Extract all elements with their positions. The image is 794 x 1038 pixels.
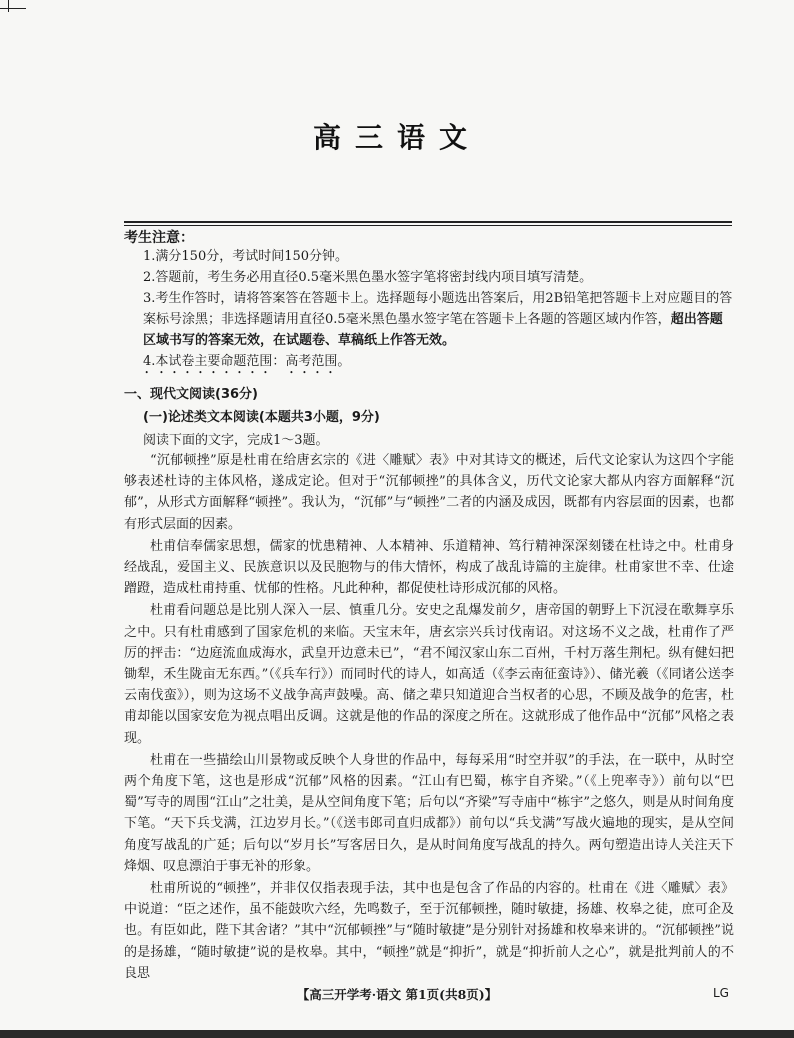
notice-item-3-text: 3.考生作答时，请将答案答在答题卡上。选择题每小题选出答案后，用2B铅笔把答题卡上对应题目的答案标号涂黑；非选择题请用直径0.5毫米黑色墨水签字笔在答题卡上各题的答题区域内作答，	[143, 291, 733, 327]
notice-list	[143, 246, 735, 377]
reading-instruction: 阅读下面的文字，完成1～3题。	[143, 433, 329, 448]
notice-item-3-bold: 超出答题区域书写的答案无效，在试题卷、草稿纸上作答无效。	[143, 312, 723, 348]
notice-item-3	[143, 288, 735, 351]
notice-item-1: 1.满分150分，考试时间150分钟。	[143, 249, 349, 264]
crop-mark-horizontal	[0, 8, 26, 9]
passage-paragraph-4: 杜甫在一些描绘山川景物或反映个人身世的作品中，每每采用“时空并驭”的手法，在一联中，从时空两个角度下笔，这也是形成“沉郁”风格的因素。“江山有巴蜀，栋宇自齐梁。”（《上兜率寺》）前句以“巴蜀”写寺的周围“江山”之壮美，是从空间角度下笔；后句以“齐梁”写寺庙中“栋宇”之悠久，则是从时间角度下笔。“天下兵戈满，江边岁月长。”（《送韦郎司直归成都》）前句以“兵戈满”写战火遍地的现实，是从空间角度写战乱的广延；后句以“岁月长”写客居日久，是从时间角度写战乱的持久。两句塑造出诗人关注天下烽烟、叹息漂泊于事无补的形象。	[124, 752, 734, 874]
crop-mark-vertical	[8, 0, 9, 12]
passage-paragraph-2: 杜甫信奉儒家思想，儒家的忧患精神、人本精神、乐道精神、笃行精神深深刻镂在杜诗之中。杜甫身经战乱，爱国主义、民族意识以及民胞物与的伟大情怀，构成了战乱诗篇的主旋律。杜甫家世不幸、仕途蹭蹬，造成杜甫持重、忧郁的性格。凡此种种，都促使杜诗形成沉郁的风格。	[124, 538, 734, 597]
subsection-heading: (一)论述类文本阅读(本题共3小题，9分)	[143, 410, 380, 425]
title-rule-thin	[124, 225, 732, 226]
corner-crop-mark	[0, 0, 30, 14]
passage-paragraph-1: “沉郁顿挫”原是杜甫在给唐玄宗的《进〈雕赋〉表》中对其诗文的概述，后代文论家认为这四个字能够表述杜诗的主体风格，遂成定论。但对于“沉郁顿挫”的具体含义，历代文论家大都从内容方面解释“沉郁”，从形式方面解释“顿挫”。我认为，“沉郁”与“顿挫”二者的内涵及成因，既都有内容层面的因素，也都有形式层面的因素。	[124, 453, 734, 532]
passage-paragraph-3: 杜甫看问题总是比别人深入一层、慎重几分。安史之乱爆发前夕，唐帝国的朝野上下沉浸在歌舞享乐之中。只有杜甫感到了国家危机的来临。天宝末年，唐玄宗兴兵讨伐南诏。对这场不义之战，杜甫作了严厉的抨击：“边庭流血成海水，武皇开边意未已”，“君不闻汉家山东二百州，千村万落生荆杞。纵有健妇把锄犁，禾生陇亩无东西。”（《兵车行》）而同时代的诗人，如高适（《李云南征蛮诗》）、储光羲（《同诸公送李云南伐蛮》），则为这场不义战争高声鼓噪。高、储之辈只知道迎合当权者的心思，不顾及战争的危害，杜甫却能以国家安危为视点唱出反调。这就是他的作品的深度之所在。这就形成了他作品中“沉郁”风格之表现。	[124, 603, 734, 746]
notice-item-4: 4.本试卷主要命题范围：高考范围。	[143, 354, 351, 369]
reading-passage	[124, 450, 734, 985]
scan-bottom-edge	[0, 1030, 794, 1038]
page-footer: 【高三开学考·语文 第1页(共8页)】	[296, 987, 498, 1002]
notice-item-2: 2.答题前，考生务必用直径0.5毫米黑色墨水签字笔将密封线内项目填写清楚。	[143, 270, 593, 285]
title-rule-thick	[124, 221, 732, 223]
section-heading: 一、现代文阅读(36分)	[124, 387, 258, 402]
page-title: 高三语文	[312, 121, 481, 154]
footer-code: LG	[713, 986, 729, 1000]
notice-heading: 考生注意：	[124, 230, 194, 246]
passage-paragraph-5: 杜甫所说的“顿挫”，并非仅仅指表现手法，其中也是包含了作品的内容的。杜甫在《进〈雕赋〉表》中说道：“臣之述作，虽不能鼓吹六经，先鸣数子，至于沉郁顿挫，随时敏捷，扬雄、枚皋之徒，庶可企及也。有臣如此，陛下其舍诸？”其中“沉郁顿挫”与“随时敏捷”是分别针对扬雄和枚皋来讲的。“沉郁顿挫”说的是扬雄，“随时敏捷”说的是枚皋。其中，“顿挫”就是“抑折”，就是“抑折前人之心”，就是批判前人的不良思	[124, 881, 734, 981]
